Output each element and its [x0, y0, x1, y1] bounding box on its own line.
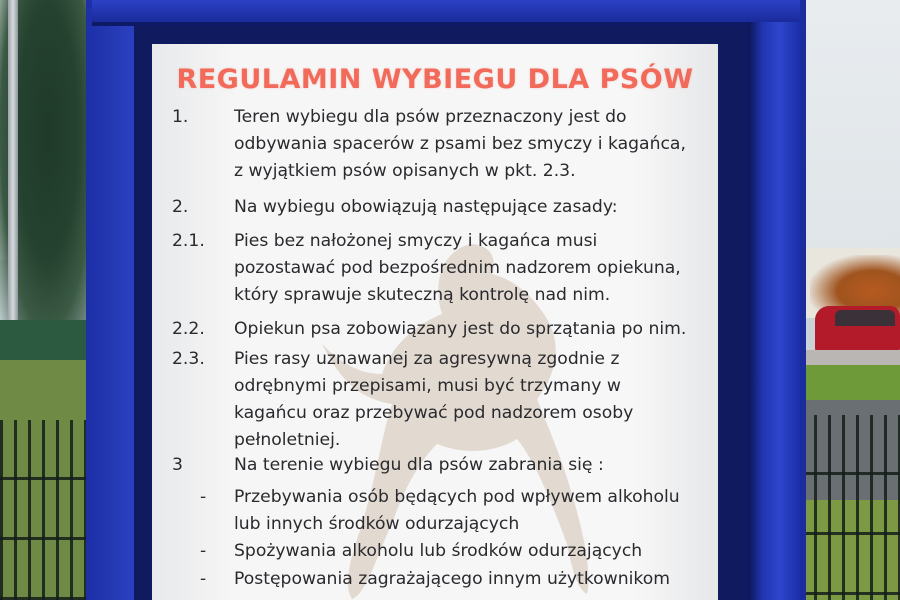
- rule-number: 2.1.: [172, 231, 205, 251]
- rule-line: Pies bez nałożonej smyczy i kagańca musi: [234, 231, 598, 251]
- rule-line: Na wybiegu obowiązują następujące zasady:: [234, 197, 618, 217]
- rule-line: pozostawać pod bezpośrednim nadzorem opiekuna,: [234, 258, 681, 278]
- sign-frame-top: [92, 0, 800, 26]
- rule-number: 2.: [172, 197, 189, 217]
- sign-frame-right-edge: [748, 22, 800, 600]
- rule-line: kagańcu oraz przebywać pod nadzorem osoby: [234, 403, 634, 423]
- sign-board: [152, 44, 718, 600]
- bullet-dash: -: [200, 569, 207, 589]
- rule-line: odrębnymi przepisami, musi być trzymany w: [234, 376, 621, 396]
- rule-line: lub innych środków odurzających: [234, 514, 520, 534]
- rule-number: 3: [172, 455, 183, 475]
- rule-line: Na terenie wybiegu dla psów zabrania się :: [234, 455, 604, 475]
- grass-right: [800, 365, 900, 400]
- rule-line: Przebywania osób będących pod wpływem alkoholu: [234, 487, 680, 507]
- rule-line: Postępowania zagrażającego innym użytkownikom: [234, 569, 670, 589]
- rule-line: Spożywania alkoholu lub środków odurzających: [234, 541, 643, 561]
- rule-line: Opiekun psa zobowiązany jest do sprzątania po nim.: [234, 319, 687, 339]
- rule-line: Teren wybiegu dla psów przeznaczony jest do: [234, 107, 627, 127]
- rule-line: Pies rasy uznawanej za agresywną zgodnie z: [234, 349, 620, 369]
- rule-number: 1.: [172, 107, 189, 127]
- sign-title: REGULAMIN WYBIEGU DLA PSÓW: [176, 64, 694, 95]
- rule-line: z wyjątkiem psów opisanych w pkt. 2.3.: [234, 161, 576, 181]
- rule-line: odbywania spacerów z psami bez smyczy i kagańca,: [234, 134, 686, 154]
- car-window: [835, 310, 895, 326]
- bullet-dash: -: [200, 487, 207, 507]
- rule-number: 2.3.: [172, 349, 205, 369]
- rule-line: pełnoletniej.: [234, 430, 341, 450]
- rule-number: 2.2.: [172, 319, 205, 339]
- rule-line: który sprawuje skuteczną kontrolę nad nim.: [234, 285, 611, 305]
- wire-fence-right: [800, 415, 900, 600]
- wire-fence-left: [0, 420, 90, 600]
- bullet-dash: -: [200, 541, 207, 561]
- green-fence-left: [0, 320, 90, 365]
